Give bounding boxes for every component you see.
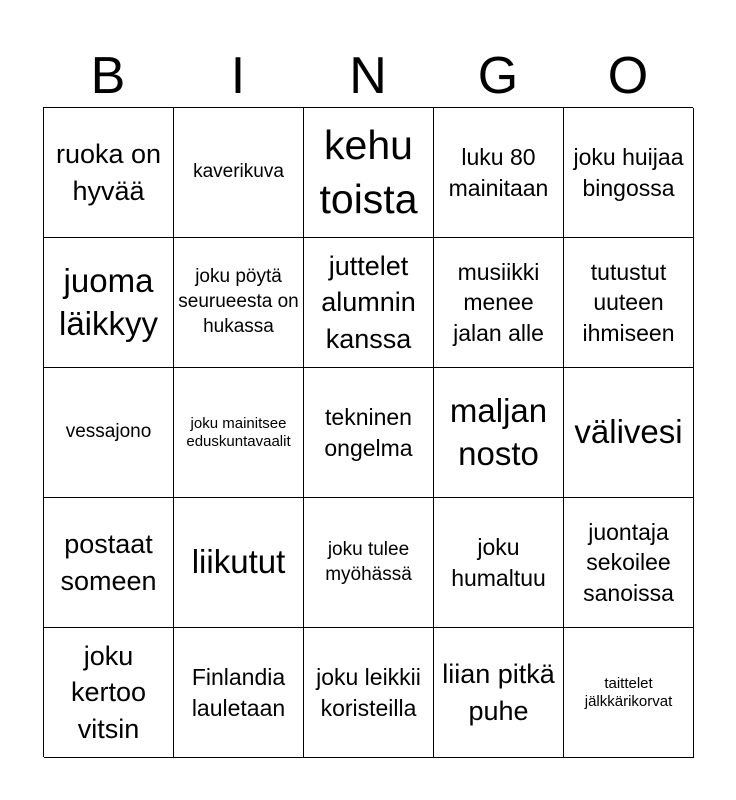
bingo-cell-r3c3[interactable] xyxy=(304,368,434,498)
bingo-cell-text: vessajono xyxy=(65,421,152,443)
bingo-cell-text: joku kertoo vitsin xyxy=(70,640,147,744)
bingo-cell-text: ruoka on hyvää xyxy=(55,139,162,206)
bingo-cell-text: joku humaltuu xyxy=(451,534,546,591)
bingo-cell-r1c5[interactable] xyxy=(564,108,694,238)
bingo-cell-r5c3[interactable] xyxy=(304,628,434,758)
bingo-cell-r5c1[interactable] xyxy=(44,628,174,758)
bingo-cell-text: joku huijaa bingossa xyxy=(573,144,684,201)
bingo-cell-r3c2[interactable] xyxy=(174,368,304,498)
bingo-cell-text: joku leikkii koristeilla xyxy=(316,664,421,721)
bingo-cell-text: liian pitkä puhe xyxy=(442,659,555,726)
header-letter-g: G xyxy=(477,47,519,105)
bingo-cell-r2c5[interactable] xyxy=(564,238,694,368)
bingo-cell-text: tekninen ongelma xyxy=(324,404,413,461)
bingo-cell-text: juoma läikkyy xyxy=(58,261,159,342)
bingo-cell-r2c2[interactable] xyxy=(174,238,304,368)
bingo-cell-text: joku mainitsee eduskuntavaalit xyxy=(186,414,291,450)
bingo-cell-text: kehu toista xyxy=(319,122,418,222)
bingo-cell-text: kaverikuva xyxy=(193,161,284,183)
bingo-cell-text: taittelet jälkkärikorvat xyxy=(584,674,673,710)
bingo-cell-r1c1[interactable] xyxy=(44,108,174,238)
header-letter-b: B xyxy=(90,47,126,105)
bingo-cell-r3c4[interactable] xyxy=(434,368,564,498)
bingo-cell-r2c3[interactable] xyxy=(304,238,434,368)
bingo-cell-r3c1[interactable] xyxy=(44,368,174,498)
bingo-cell-text: juontaja sekoilee sanoissa xyxy=(583,518,674,606)
bingo-cell-r5c4[interactable] xyxy=(434,628,564,758)
bingo-board xyxy=(43,107,693,757)
bingo-cell-text: postaat someen xyxy=(60,529,157,596)
bingo-cell-text: liikutut xyxy=(191,543,286,581)
bingo-cell-text: Finlandia lauletaan xyxy=(191,664,286,721)
bingo-cell-r2c1[interactable] xyxy=(44,238,174,368)
bingo-cell-r4c2[interactable] xyxy=(174,498,304,628)
bingo-cell-r1c2[interactable] xyxy=(174,108,304,238)
bingo-cell-r4c3[interactable] xyxy=(304,498,434,628)
bingo-header xyxy=(43,44,693,108)
bingo-cell-text: joku pöytä seurueesta on hukassa xyxy=(178,266,299,337)
bingo-cell-r2c4[interactable] xyxy=(434,238,564,368)
bingo-cell-text: luku 80 mainitaan xyxy=(448,144,549,201)
header-letter-o: O xyxy=(607,47,649,105)
bingo-cell-r1c3[interactable] xyxy=(304,108,434,238)
bingo-cell-r5c5[interactable] xyxy=(564,628,694,758)
bingo-cell-text: musiikki menee jalan alle xyxy=(453,258,544,346)
bingo-cell-text: joku tulee myöhässä xyxy=(325,538,412,585)
bingo-cell-text: tutustut uuteen ihmiseen xyxy=(582,258,675,346)
bingo-cell-r5c2[interactable] xyxy=(174,628,304,758)
header-letter-i: I xyxy=(230,47,246,105)
bingo-cell-r1c4[interactable] xyxy=(434,108,564,238)
header-letter-n: N xyxy=(349,47,387,105)
bingo-cell-r4c1[interactable] xyxy=(44,498,174,628)
bingo-cell-text: maljan nosto xyxy=(449,391,548,472)
bingo-cell-r3c5[interactable] xyxy=(564,368,694,498)
bingo-cell-text: juttelet alumnin kanssa xyxy=(321,250,416,354)
bingo-cell-r4c4[interactable] xyxy=(434,498,564,628)
bingo-cell-r4c5[interactable] xyxy=(564,498,694,628)
bingo-cell-text: välivesi xyxy=(574,413,683,451)
